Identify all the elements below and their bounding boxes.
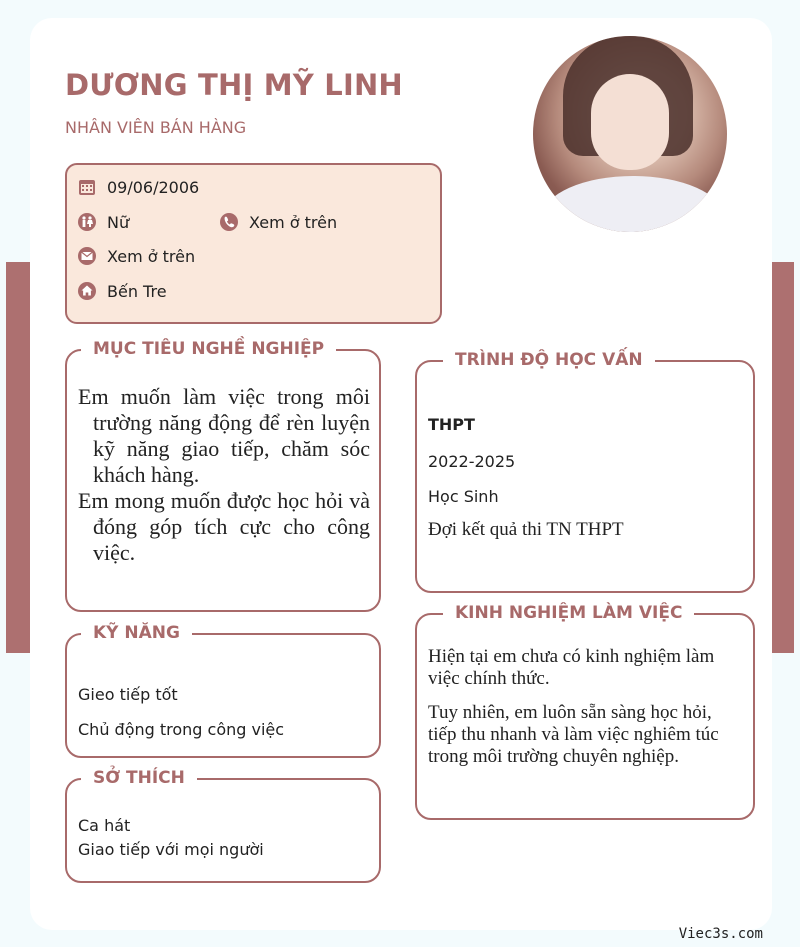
work-experience-title: KINH NGHIỆM LÀM VIỆC [443, 601, 694, 625]
career-objective-title: MỤC TIÊU NGHỀ NGHIỆP [81, 337, 336, 361]
experience-paragraph: Hiện tại em chưa có kinh nghiệm làm việc chính thức. [428, 646, 715, 689]
contact-info-box [65, 163, 442, 324]
address-row [77, 281, 167, 301]
phone-row [219, 212, 337, 232]
hobbies-title: SỞ THÍCH [81, 766, 197, 790]
education-role: Học Sinh [428, 487, 499, 506]
education-title: TRÌNH ĐỘ HỌC VẤN [443, 348, 655, 372]
address-value: Bến Tre [107, 281, 167, 301]
gender-icon [77, 212, 97, 232]
hobby-item: Giao tiếp với mọi người [78, 840, 264, 859]
education-section [415, 350, 755, 593]
candidate-position: NHÂN VIÊN BÁN HÀNG [65, 118, 247, 137]
education-note: Đợi kết quả thi TN THPT [428, 519, 624, 540]
education-school: THPT [428, 415, 475, 434]
birthday-value: 09/06/2006 [107, 177, 200, 197]
email-value: Xem ở trên [107, 246, 196, 266]
home-icon [77, 281, 97, 301]
profile-photo [533, 36, 727, 232]
email-row [77, 246, 195, 266]
skills-title: KỸ NĂNG [81, 621, 192, 645]
site-watermark: Viec3s.com [678, 926, 763, 942]
skill-item: Gieo tiếp tốt [78, 685, 178, 704]
hobbies-section [65, 768, 381, 883]
right-side-band [770, 262, 794, 653]
work-experience-section [415, 603, 755, 820]
phone-value: Xem ở trên [249, 212, 338, 232]
candidate-name: DƯƠNG THỊ MỸ LINH [65, 68, 403, 102]
calendar-icon [77, 177, 97, 197]
hobby-item: Ca hát [78, 816, 131, 835]
email-icon [77, 246, 97, 266]
left-side-band [6, 262, 30, 653]
objective-paragraph: Em muốn làm việc trong môi trường năng động để rèn luyện kỹ năng giao tiếp, chăm sóc khách hàng. [78, 384, 370, 487]
phone-icon [219, 212, 239, 232]
education-period: 2022-2025 [428, 452, 516, 471]
skills-section [65, 623, 381, 758]
experience-paragraph: Tuy nhiên, em luôn sẵn sàng học hỏi, tiếp thu nhanh và làm việc nghiêm túc trong môi trường chuyên nghiệp. [428, 702, 719, 767]
objective-paragraph: Em mong muốn được học hỏi và đóng góp tích cực cho công việc. [78, 488, 370, 565]
skill-item: Chủ động trong công việc [78, 720, 285, 739]
career-objective-section [65, 339, 381, 612]
birthday-row [77, 177, 199, 197]
gender-row [77, 212, 129, 232]
gender-value: Nữ [107, 212, 130, 232]
